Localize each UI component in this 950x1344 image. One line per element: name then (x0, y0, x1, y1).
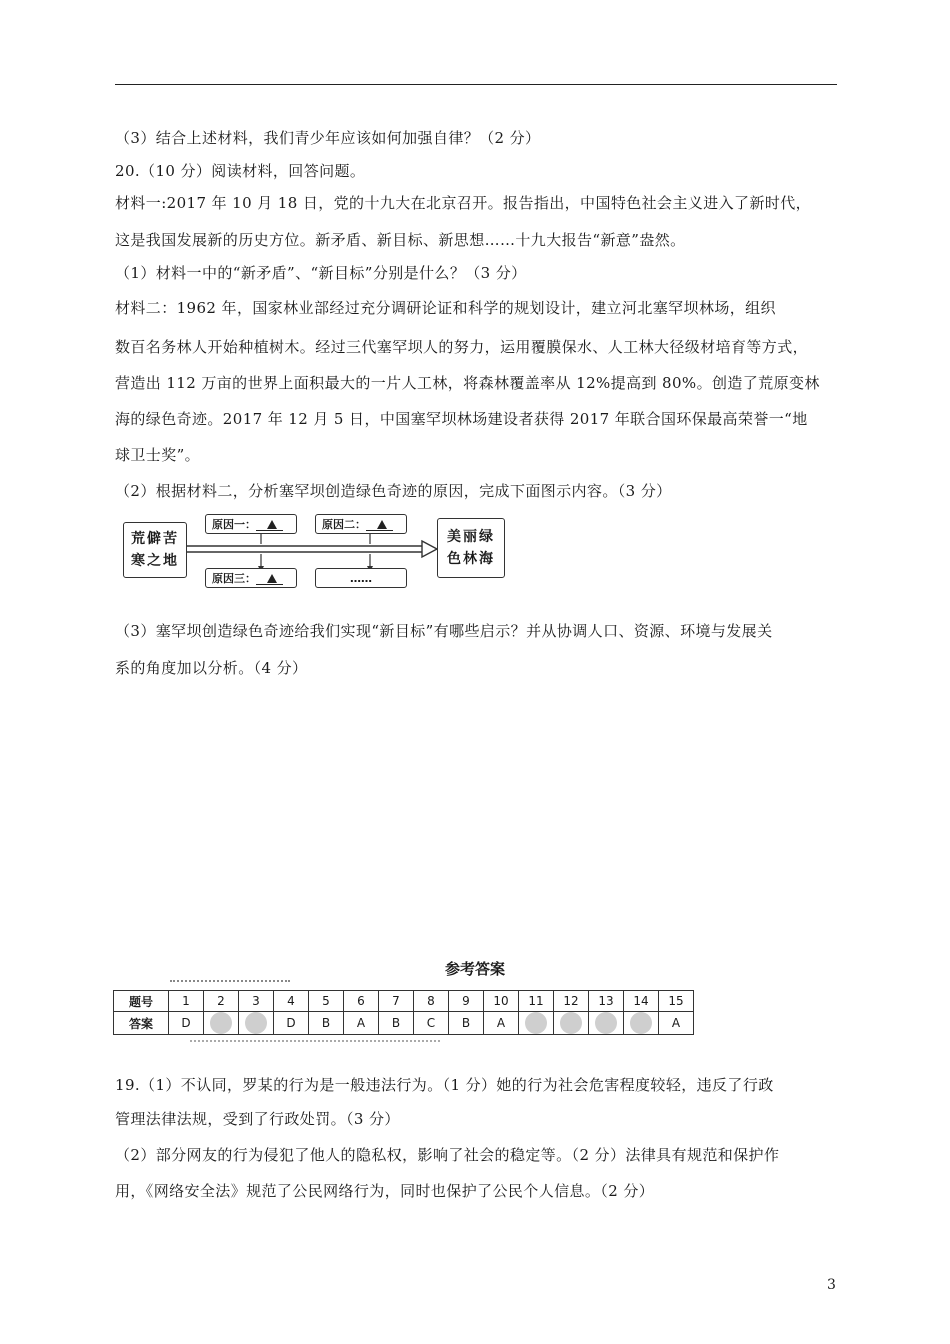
reason2-label: 原因二： (322, 518, 366, 531)
answer-cell: A (659, 1012, 694, 1035)
material1-line1: 材料一:2017 年 10 月 18 日，党的十九大在北京召开。报告指出，中国特色社会主义进入了新时代， (115, 194, 812, 212)
page-number: 3 (827, 1277, 836, 1293)
redaction-blot (630, 1012, 652, 1034)
faded-text-artifact (170, 980, 290, 990)
answer-cell: B (449, 1012, 484, 1035)
row-label: 答案 (114, 1012, 169, 1035)
num-cell: 15 (659, 991, 694, 1012)
num-cell: 7 (379, 991, 414, 1012)
answer-cell-obscured (239, 1012, 274, 1035)
q20-part1: （1）材料一中的“新矛盾”、“新目标”分别是什么？（3 分） (115, 264, 527, 282)
num-cell: 8 (414, 991, 449, 1012)
cause-diagram (115, 510, 510, 585)
material2-line3: 营造出 112 万亩的世界上面积最大的一片人工林，将森林覆盖率从 12%提高到 80%。创造了荒原变林 (115, 374, 820, 392)
reason2-box (315, 514, 407, 534)
row-label: 题号 (114, 991, 169, 1012)
answer-row (114, 1012, 694, 1035)
reason3-label: 原因三： (212, 572, 256, 585)
material1-line2: 这是我国发展新的历史方位。新矛盾、新目标、新思想……十九大报告“新意”盎然。 (115, 231, 686, 249)
answer-cell: B (309, 1012, 344, 1035)
answer19-line4: 用，《网络安全法》规范了公民网络行为，同时也保护了公民个人信息。（2 分） (115, 1182, 655, 1200)
reason1-label: 原因一： (212, 518, 256, 531)
material2-line4: 海的绿色奇迹。2017 年 12 月 5 日，中国塞罕坝林场建设者获得 2017 年联合国环保最高荣誉一“地 (115, 410, 808, 428)
answer-cell: B (379, 1012, 414, 1035)
redaction-blot (595, 1012, 617, 1034)
num-cell: 3 (239, 991, 274, 1012)
num-cell: 12 (554, 991, 589, 1012)
material2-line1: 材料二：1962 年，国家林业部经过充分调研论证和科学的规划设计，建立河北塞罕坝林场，组织 (115, 299, 776, 317)
answer19-line1: 19.（1）不认同，罗某的行为是一般违法行为。（1 分）她的行为社会危害程度较轻，违反了行政 (115, 1076, 774, 1094)
reason1-blank (256, 517, 283, 531)
redaction-blot (245, 1012, 267, 1034)
num-cell: 2 (204, 991, 239, 1012)
answer-cell-obscured (589, 1012, 624, 1035)
num-cell: 4 (274, 991, 309, 1012)
answer-heading: 参考答案 (444, 960, 505, 978)
start-box: 荒僻苦寒之地 (123, 522, 187, 578)
reason3-blank (256, 571, 283, 585)
num-cell: 11 (519, 991, 554, 1012)
answer-cell: D (274, 1012, 309, 1035)
reason2-blank (366, 517, 393, 531)
num-cell: 5 (309, 991, 344, 1012)
q20-title: 20.（10 分）阅读材料，回答问题。 (115, 162, 366, 180)
triangle-icon (267, 574, 277, 583)
header-rule (115, 84, 837, 85)
faded-text-artifact (190, 1040, 440, 1046)
answer-cell-obscured (554, 1012, 589, 1035)
q20-part3-line1: （3）塞罕坝创造绿色奇迹给我们实现“新目标”有哪些启示？并从协调人口、资源、环境与发展关 (115, 622, 773, 640)
ellipsis-box: …… (315, 568, 407, 588)
answer-table (113, 990, 694, 1035)
num-cell: 9 (449, 991, 484, 1012)
material2-line5: 球卫士奖”。 (115, 446, 201, 464)
triangle-icon (267, 520, 277, 529)
num-cell: 10 (484, 991, 519, 1012)
redaction-blot (560, 1012, 582, 1034)
num-cell: 6 (344, 991, 379, 1012)
answer-cell: A (344, 1012, 379, 1035)
q19-part3: （3）结合上述材料，我们青少年应该如何加强自律？（2 分） (115, 129, 541, 147)
reason3-box (205, 568, 297, 588)
answer-cell: A (484, 1012, 519, 1035)
q20-part2: （2）根据材料二，分析塞罕坝创造绿色奇迹的原因，完成下面图示内容。（3 分） (115, 482, 672, 500)
answer-cell-obscured (204, 1012, 239, 1035)
end-box: 美丽绿色林海 (437, 518, 505, 578)
triangle-icon (377, 520, 387, 529)
answer-cell: D (169, 1012, 204, 1035)
number-row (114, 991, 694, 1012)
num-cell: 1 (169, 991, 204, 1012)
q20-part3-line2: 系的角度加以分析。（4 分） (115, 659, 308, 677)
num-cell: 13 (589, 991, 624, 1012)
answer19-line2: 管理法律法规，受到了行政处罚。（3 分） (115, 1110, 400, 1128)
answer-cell-obscured (519, 1012, 554, 1035)
redaction-blot (525, 1012, 547, 1034)
reason1-box (205, 514, 297, 534)
num-cell: 14 (624, 991, 659, 1012)
material2-line2: 数百名务林人开始种植树木。经过三代塞罕坝人的努力，运用覆膜保水、人工林大径级材培育等方式， (115, 338, 809, 356)
answer-cell: C (414, 1012, 449, 1035)
answer19-line3: （2）部分网友的行为侵犯了他人的隐私权，影响了社会的稳定等。（2 分）法律具有规范和保护作 (115, 1146, 780, 1164)
redaction-blot (210, 1012, 232, 1034)
answer-cell-obscured (624, 1012, 659, 1035)
